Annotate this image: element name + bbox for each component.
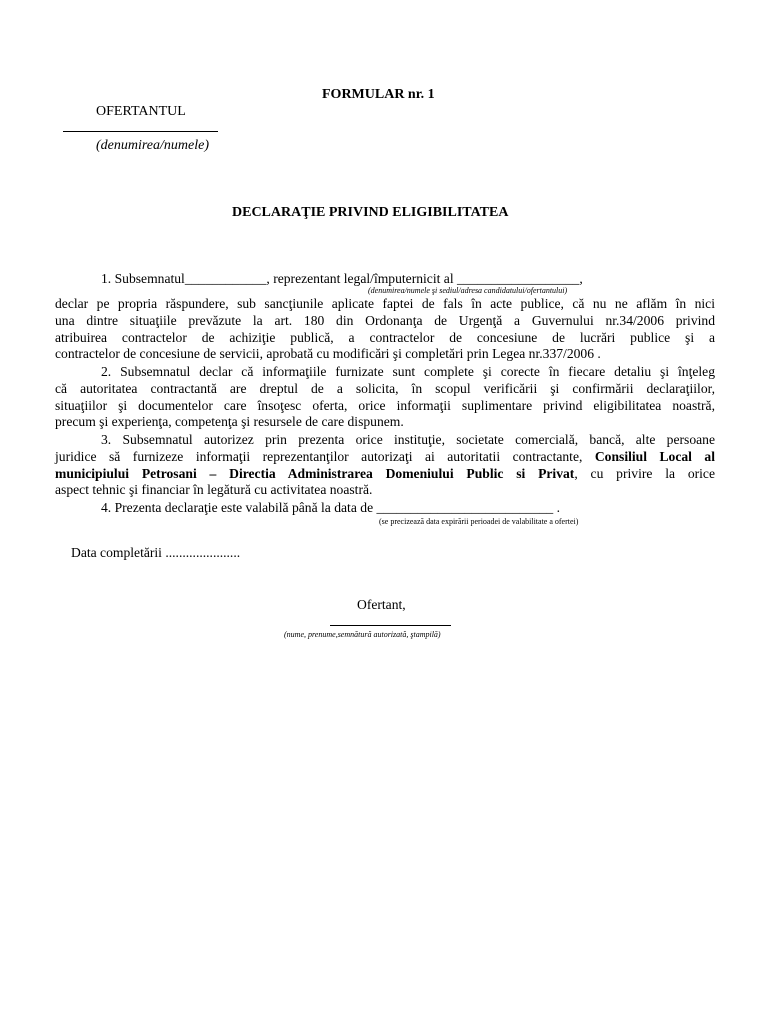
signature-hint: (nume, prenume,semnătură autorizată, ştampilă) bbox=[284, 630, 441, 639]
signature-line bbox=[330, 625, 451, 626]
p3-line-3 bbox=[55, 466, 715, 483]
document-title: DECLARAŢIE PRIVIND ELIGIBILITATEA bbox=[232, 205, 509, 220]
p1-first-line bbox=[101, 270, 583, 287]
p3-line-1-wrap bbox=[55, 432, 715, 449]
bidder-label: OFERTANTUL bbox=[96, 104, 186, 119]
p2-line-3: situaţiilor şi documentelor care însoţesc oferta, orice informaţii suplimentare privind eligibilitatea noastră, bbox=[55, 397, 715, 413]
p1-line-3: una dintre situaţiile prevăzute la art. 180 din Ordonanţa de Urgenţă a Guvernului nr.34/2006 privind bbox=[55, 312, 715, 328]
p4-blank-date: __________________________ bbox=[376, 500, 554, 515]
bidder-name-line bbox=[63, 131, 218, 132]
p1-hint: (denumirea/numele şi sediul/adresa candidatului/ofertantului) bbox=[368, 286, 568, 295]
p1-blank-bidder: __________________, bbox=[457, 271, 583, 286]
p1-line-4: atribuirea contractelor de achiziţie publică, a contractelor de concesiune de lucrări publice şi a bbox=[55, 329, 715, 345]
p2-line-1-wrap bbox=[55, 364, 715, 381]
p2-body bbox=[55, 364, 715, 431]
p3-line-2 bbox=[55, 449, 715, 466]
bidder-hint: (denumirea/numele) bbox=[96, 138, 209, 153]
p4-hint: (se precizează data expirării perioadei de valabilitate a ofertei) bbox=[379, 517, 579, 526]
p2-line-4: precum şi experienţa, competenţa şi resursele de care dispunem. bbox=[55, 414, 404, 430]
p3-line-1: 3. Subsemnatul autorizez prin prezenta orice instituţie, societate comercială, bancă, alte persoane bbox=[101, 432, 715, 447]
signature-label: Ofertant, bbox=[357, 597, 406, 612]
p4-line bbox=[101, 499, 560, 516]
p4-text: 4. Prezenta declaraţie este valabilă până la data de bbox=[101, 500, 377, 515]
p1-lead: 1. Subsemnatul bbox=[101, 271, 185, 286]
p3-authority-name-b: municipiului Petrosani – Directia Administrarea Domeniului Public si Privat bbox=[55, 465, 575, 481]
p1-line-5: contractelor de concesiune de servicii, aprobată cu modificări şi completări prin Legea nr.337/2006 . bbox=[55, 346, 601, 362]
p3-authority-name-a: Consiliul Local al bbox=[594, 448, 715, 464]
p3-line-4: aspect tehnic şi financiar în legătură cu activitatea noastră. bbox=[55, 482, 373, 498]
p4-end: . bbox=[553, 500, 561, 515]
completion-date: Data completării ...................... bbox=[71, 545, 241, 560]
p3-body bbox=[55, 432, 715, 499]
p1-blank-name: ____________ bbox=[184, 271, 267, 286]
form-title: FORMULAR nr. 1 bbox=[322, 87, 435, 102]
p1-line-2: declar pe propria răspundere, sub sancţiunile aplicate faptei de fals în acte publice, că nu ne aflăm în nici bbox=[55, 296, 715, 311]
p1-mid: , reprezentant legal/împuternicit al bbox=[266, 271, 457, 286]
p2-line-2: că autoritatea contractantă are dreptul de a solicita, în scopul verificării şi confirmării declaraţiilor, bbox=[55, 380, 715, 396]
p3-line-3b: , cu privire la orice bbox=[574, 465, 715, 481]
p2-line-1: 2. Subsemnatul declar că informaţiile furnizate sunt complete şi corecte în fiecare detaliu şi înţeleg bbox=[101, 364, 715, 379]
p3-line-2a: juridice să furnizeze informaţii reprezentanţilor autorizaţi ai autoritatii contractante, bbox=[55, 448, 595, 464]
p1-body bbox=[55, 296, 715, 363]
